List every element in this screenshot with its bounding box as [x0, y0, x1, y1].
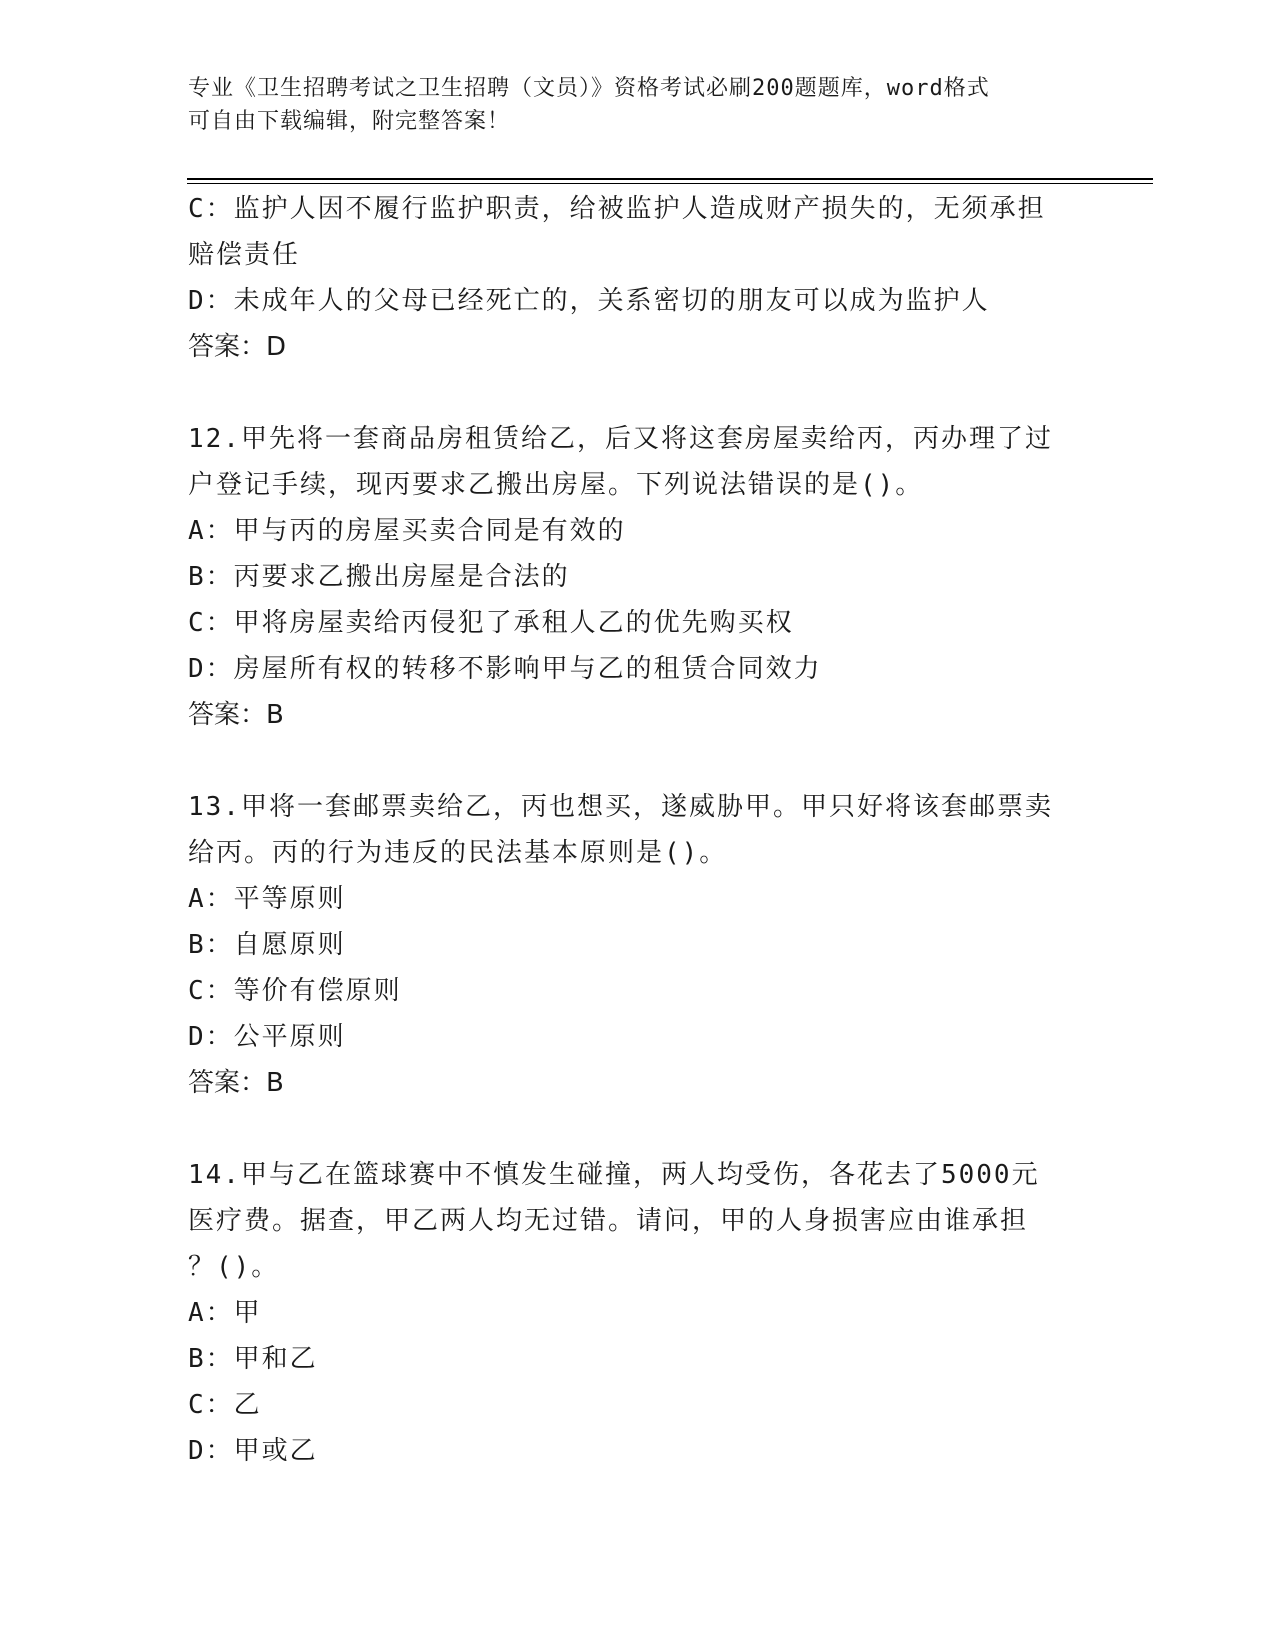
- option-b: B：甲和乙: [188, 1344, 318, 1374]
- option-a: A：甲与丙的房屋买卖合同是有效的: [188, 516, 626, 546]
- question-14: [188, 1152, 1078, 1474]
- question-stem-continued: 户登记手续，现丙要求乙搬出房屋。下列说法错误的是()。: [188, 470, 924, 500]
- option-c: C：监护人因不履行监护职责，给被监护人造成财产损失的，无须承担: [188, 194, 1046, 224]
- option-d: D：未成年人的父母已经死亡的，关系密切的朋友可以成为监护人: [188, 286, 990, 316]
- option-c: C：甲将房屋卖给丙侵犯了承租人乙的优先购买权: [188, 608, 794, 638]
- spacer: [188, 1106, 1078, 1152]
- option-a: A：甲: [188, 1298, 262, 1328]
- header-line-1: 专业《卫生招聘考试之卫生招聘（文员）》资格考试必刷200题题库，word格式: [188, 76, 990, 101]
- option-d: D：公平原则: [188, 1022, 346, 1052]
- option-d: D：房屋所有权的转移不影响甲与乙的租赁合同效力: [188, 654, 822, 684]
- question-list: [188, 186, 1078, 1474]
- option-b: B：自愿原则: [188, 930, 346, 960]
- option-c-continued: 赔偿责任: [188, 240, 301, 270]
- spacer: [188, 738, 1078, 784]
- answer: 答案：D: [188, 332, 287, 362]
- question-stem-continued: ？()。: [188, 1252, 280, 1282]
- question-13: [188, 784, 1078, 1106]
- question-stem-continued: 医疗费。据查，甲乙两人均无过错。请问，甲的人身损害应由谁承担: [188, 1206, 1029, 1236]
- answer: 答案：B: [188, 1068, 284, 1098]
- answer: 答案：B: [188, 700, 284, 730]
- question-stem: 12.甲先将一套商品房租赁给乙，后又将这套房屋卖给丙，丙办理了过: [188, 424, 1053, 454]
- option-a: A：平等原则: [188, 884, 346, 914]
- header-divider-thick: [187, 178, 1153, 180]
- spacer: [188, 370, 1078, 416]
- document-header: [188, 72, 1068, 138]
- option-d: D：甲或乙: [188, 1436, 318, 1466]
- header-line-2: 可自由下载编辑，附完整答案！: [188, 109, 511, 134]
- question-12: [188, 416, 1078, 738]
- question-stem-continued: 给丙。丙的行为违反的民法基本原则是()。: [188, 838, 728, 868]
- question-stem: 14.甲与乙在篮球赛中不慎发生碰撞，两人均受伤，各花去了5000元: [188, 1160, 1040, 1190]
- option-b: B：丙要求乙搬出房屋是合法的: [188, 562, 570, 592]
- question-11-tail: [188, 186, 1078, 370]
- header-divider-thin: [187, 183, 1153, 184]
- option-c: C：等价有偿原则: [188, 976, 402, 1006]
- question-stem: 13.甲将一套邮票卖给乙，丙也想买，遂威胁甲。甲只好将该套邮票卖: [188, 792, 1053, 822]
- option-c: C：乙: [188, 1390, 262, 1420]
